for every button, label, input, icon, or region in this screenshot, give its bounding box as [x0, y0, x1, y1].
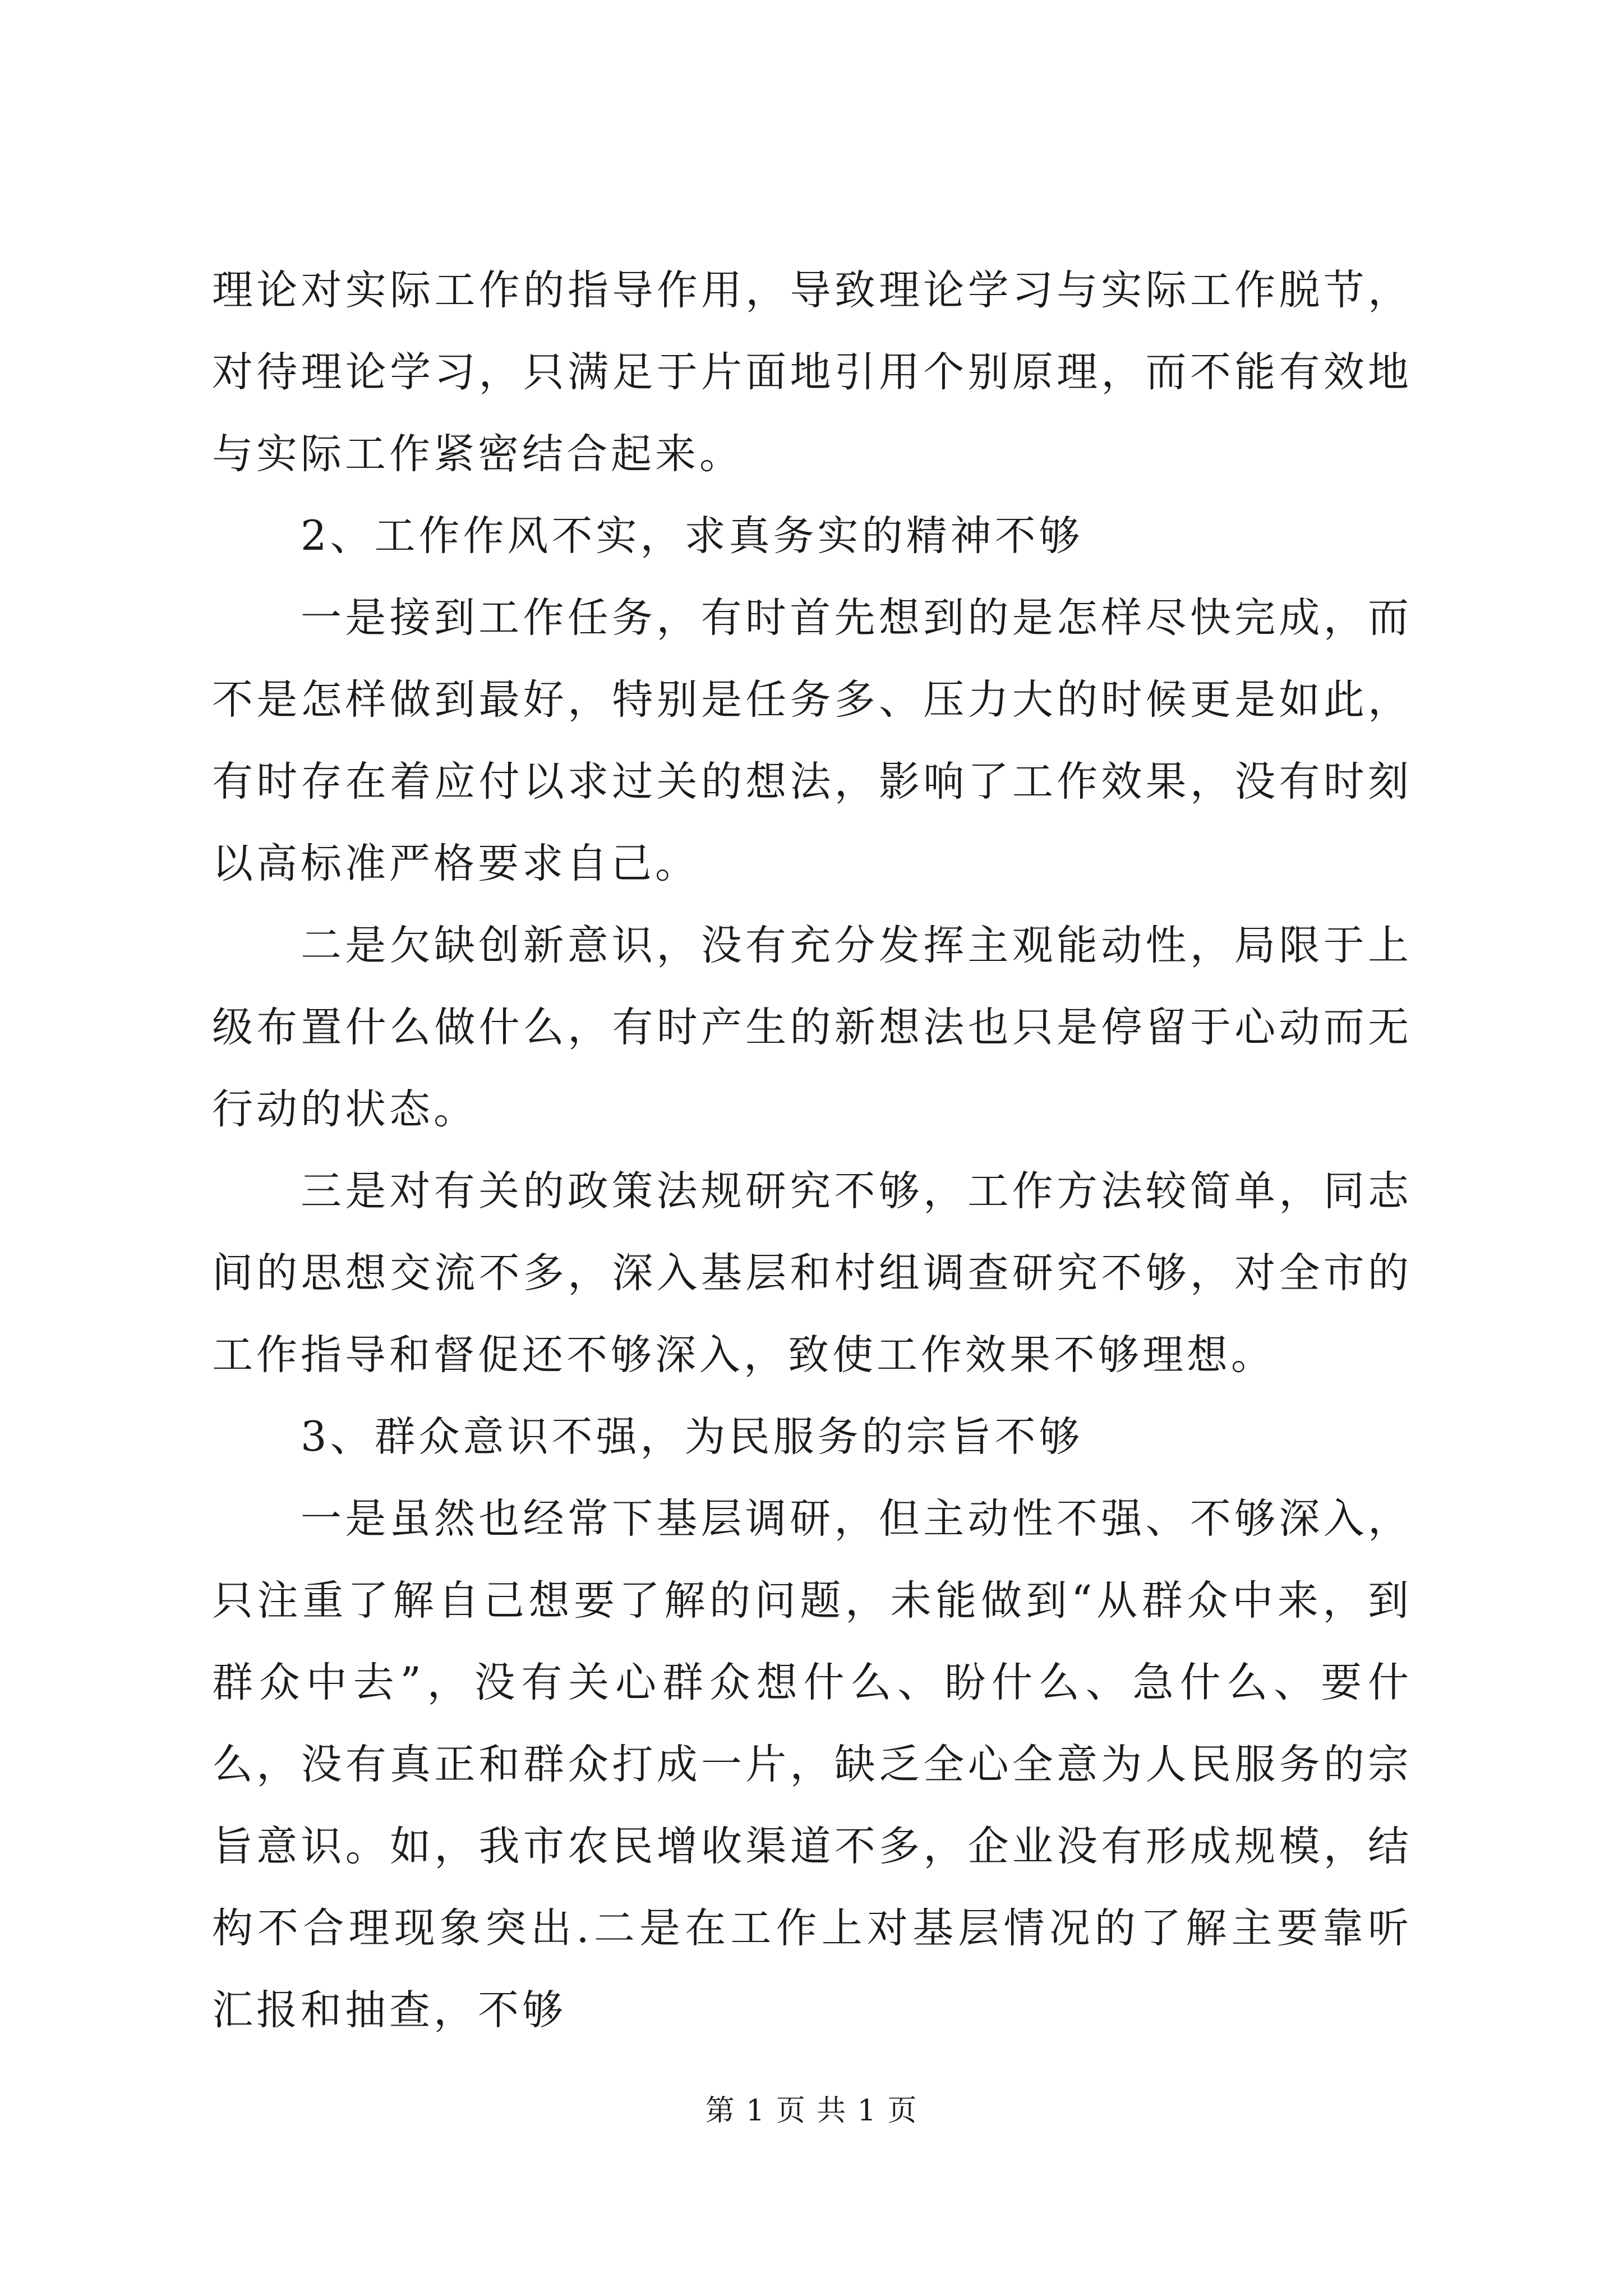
section-heading: 3、群众意识不强，为民服务的宗旨不够	[301, 1413, 1083, 1461]
section-heading: 2、工作作风不实，求真务实的精神不够	[301, 512, 1083, 560]
paragraph: 一是接到工作任务，有时首先想到的是怎样尽快完成，而不是怎样做到最好，特别是任务多、压力大的时候更是如此，有时存在着应付以求过关的想法，影响了工作效果，没有时刻以高标准严格要求自己。	[212, 594, 1412, 887]
document-body	[212, 250, 1412, 2051]
paragraph: 一是虽然也经常下基层调研，但主动性不强、不够深入，只注重了解自己想要了解的问题，未能做到“从群众中来，到群众中去”，没有关心群众想什么、盼什么、急什么、要什么，没有真正和群众打成一片，缺乏全心全意为人民服务的宗旨意识。如，我市农民增收渠道不多，企业没有形成规模，结构不合理现象突出.二是在工作上对基层情况的了解主要靠听汇报和抽查，不够	[212, 1495, 1412, 2034]
paragraph: 三是对有关的政策法规研究不够，工作方法较简单，同志间的思想交流不多，深入基层和村组调查研究不够，对全市的工作指导和督促还不够深入，致使工作效果不够理想。	[212, 1167, 1412, 1379]
paragraph: 理论对实际工作的指导作用，导致理论学习与实际工作脱节，对待理论学习，只满足于片面地引用个别原理，而不能有效地与实际工作紧密结合起来。	[212, 266, 1412, 478]
page-number-footer: 第 1 页 共 1 页	[705, 2094, 918, 2128]
paragraph: 二是欠缺创新意识，没有充分发挥主观能动性，局限于上级布置什么做什么，有时产生的新想法也只是停留于心动而无行动的状态。	[212, 922, 1412, 1133]
